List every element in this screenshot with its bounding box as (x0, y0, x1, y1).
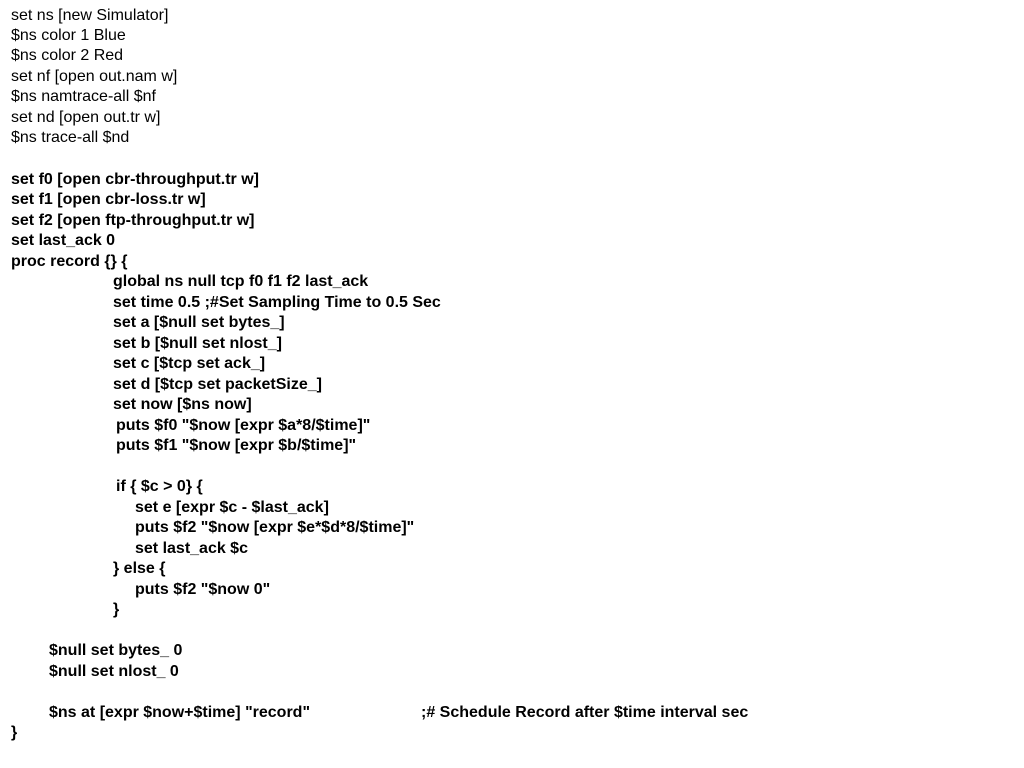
code-line: set f1 [open cbr-loss.tr w] (11, 191, 206, 208)
code-line: set last_ack $c (135, 540, 248, 557)
code-line: puts $f2 "$now [expr $e*$d*8/$time]" (135, 519, 415, 536)
code-line: set d [$tcp set packetSize_] (113, 376, 322, 393)
code-line: $ns at [expr $now+$time] "record" (49, 704, 311, 721)
code-line: proc record {} { (11, 253, 128, 270)
code-line: set b [$null set nlost_] (113, 335, 282, 352)
code-line: global ns null tcp f0 f1 f2 last_ack (113, 273, 369, 290)
code-line: } (11, 724, 18, 741)
code-line: set time 0.5 ;#Set Sampling Time to 0.5 Sec (113, 294, 441, 311)
code-line: set last_ack 0 (11, 232, 116, 249)
code-line: if { $c > 0} { (116, 478, 203, 495)
code-line: $null set bytes_ 0 (49, 642, 183, 659)
code-line: $ns trace-all $nd (11, 129, 130, 146)
code-line: set e [expr $c - $last_ack] (135, 499, 329, 516)
code-line: puts $f2 "$now 0" (135, 581, 271, 598)
code-line: puts $f0 "$now [expr $a*8/$time]" (116, 417, 371, 434)
code-line: puts $f1 "$now [expr $b/$time]" (116, 437, 357, 454)
code-line: set a [$null set bytes_] (113, 314, 285, 331)
code-line: $null set nlost_ 0 (49, 663, 179, 680)
code-line: } else { (113, 560, 166, 577)
code-line: $ns namtrace-all $nf (11, 88, 156, 105)
code-line: set c [$tcp set ack_] (113, 355, 266, 372)
code-line: set f2 [open ftp-throughput.tr w] (11, 212, 255, 229)
code-line: set nf [open out.nam w] (11, 68, 178, 85)
code-line: set ns [new Simulator] (11, 7, 169, 24)
code-line: set nd [open out.tr w] (11, 109, 161, 126)
code-line: } (113, 601, 120, 618)
code-comment: ;# Schedule Record after $time interval sec (421, 704, 749, 721)
code-line: set now [$ns now] (113, 396, 252, 413)
code-line: $ns color 1 Blue (11, 27, 126, 44)
code-line: set f0 [open cbr-throughput.tr w] (11, 171, 259, 188)
code-line: $ns color 2 Red (11, 47, 124, 64)
